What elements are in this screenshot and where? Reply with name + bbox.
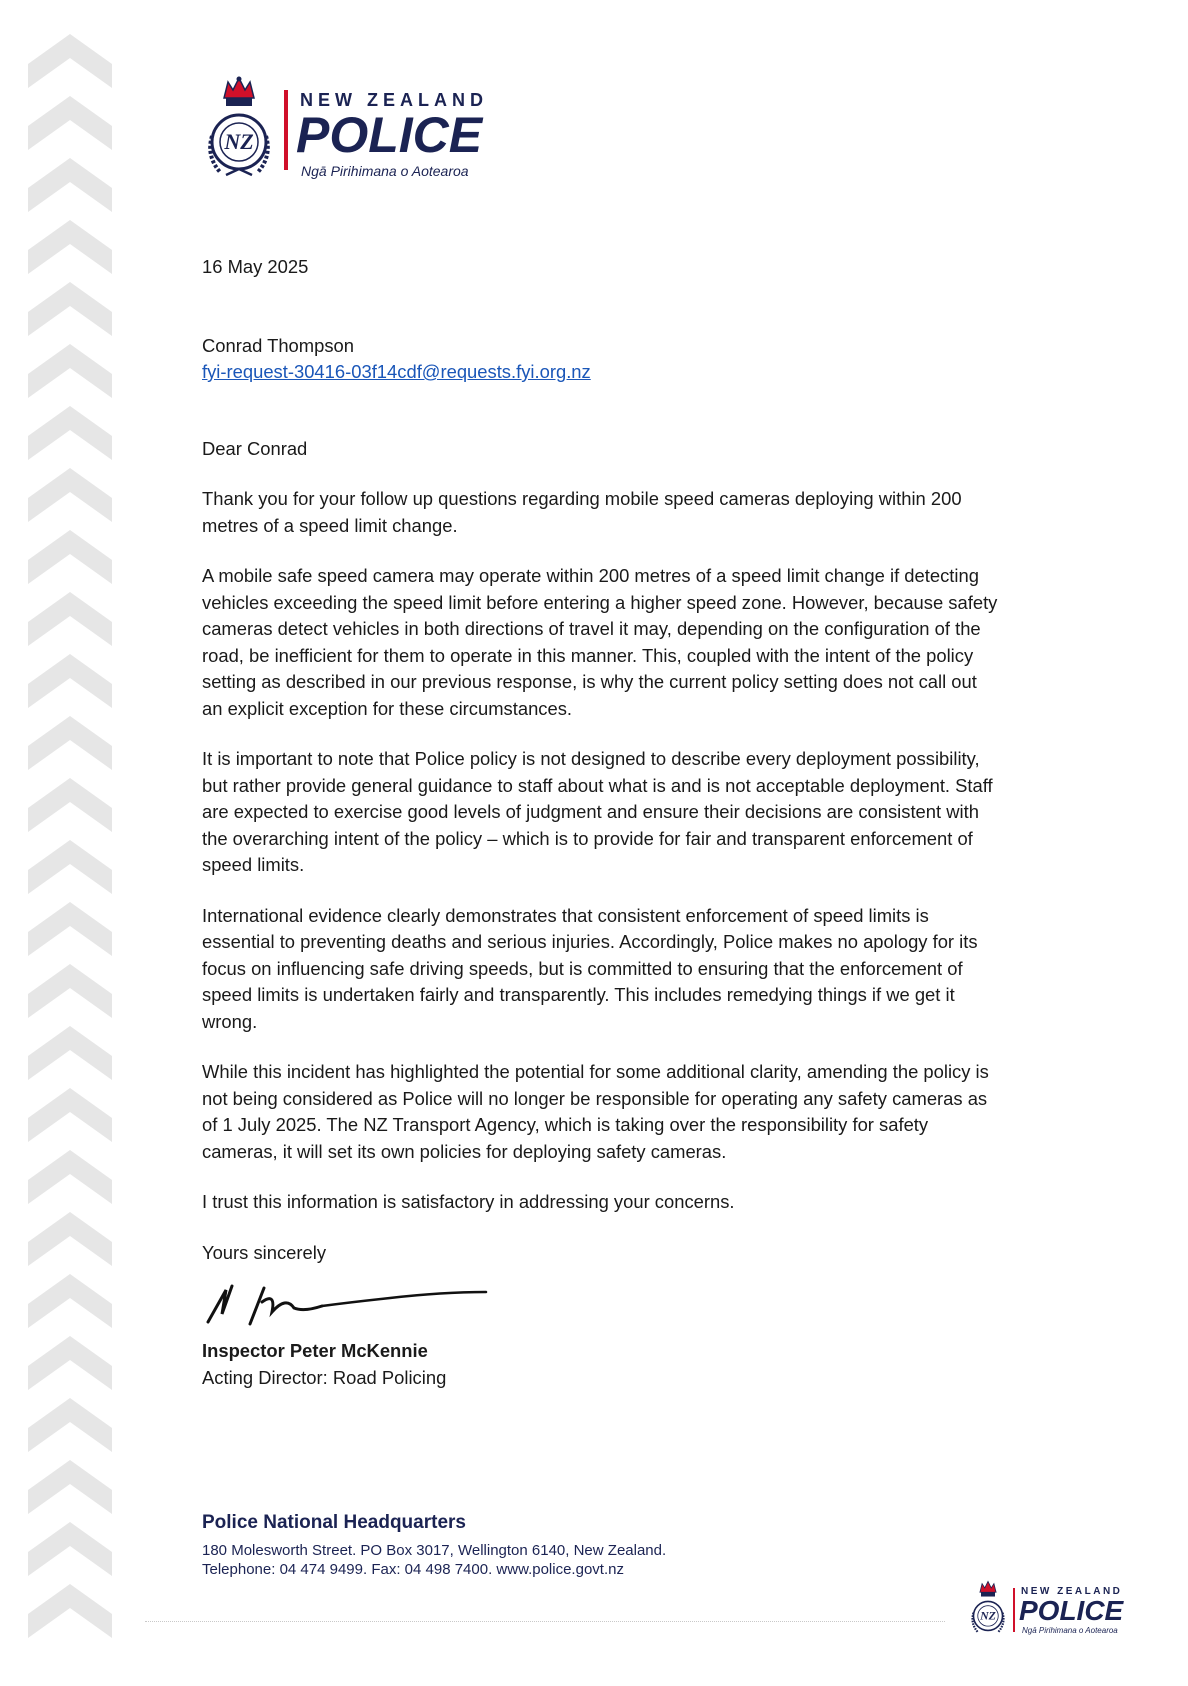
logo-divider xyxy=(1013,1588,1015,1632)
chevron-shape xyxy=(28,960,112,1022)
chevron-shape xyxy=(28,712,112,774)
paragraph: A mobile safe speed camera may operate within 200 metres of a speed limit change if detecting vehicles exceeding the speed limit before entering a higher speed zone. However, because safety cameras detect vehicles in both directions of travel it may, depending on the configuration of the road, be inefficient for them to operate in this manner. This, coupled with the intent of the policy setting as described in our previous response, is why the current policy setting does not call out an explicit exception for these circumstances. xyxy=(202,565,998,719)
salutation: Dear Conrad xyxy=(202,437,308,459)
police-logo xyxy=(200,76,530,186)
paragraph: I trust this information is satisfactory in addressing your concerns. xyxy=(202,1191,735,1212)
paragraph: International evidence clearly demonstrates that consistent enforcement of speed limits is essential to preventing deaths and serious injuries. Accordingly, Police makes no apology for its focus on influencing safe driving speeds, but is committed to ensuring that the enforcement of speed limits is undertaken fairly and transparently. This includes remedying things if we get it wrong. xyxy=(202,904,978,1032)
chevron-shape xyxy=(28,836,112,898)
chevron-shape xyxy=(28,526,112,588)
footer xyxy=(202,1512,962,1579)
letter-body xyxy=(202,254,1002,1391)
footer-police-logo xyxy=(967,1580,1147,1640)
chevron-shape xyxy=(28,402,112,464)
chevron-shape xyxy=(28,1456,112,1518)
chevron-shape xyxy=(28,1146,112,1208)
logo-country-text: NEW ZEALAND xyxy=(300,90,488,110)
letter-date: 16 May 2025 xyxy=(202,256,309,277)
footer-address: 180 Molesworth Street. PO Box 3017, Wellington 6140, New Zealand. xyxy=(202,1542,667,1559)
logo-maori-text: Ngā Pirihimana o Aotearoa xyxy=(301,163,469,179)
chevron-shape xyxy=(28,650,112,712)
chevron-shape xyxy=(28,1084,112,1146)
chevron-shape xyxy=(28,340,112,402)
chevron-shape xyxy=(28,588,112,650)
chevron-shape xyxy=(28,1332,112,1394)
logo-org-text: POLICE xyxy=(296,107,483,163)
footer-hq-name: Police National Headquarters xyxy=(202,1512,466,1533)
crest-icon xyxy=(200,76,278,191)
chevron-shape xyxy=(28,92,112,154)
chevron-shape xyxy=(28,1270,112,1332)
svg-text:NZ: NZ xyxy=(980,1608,996,1623)
signer-name: Inspector Peter McKennie xyxy=(202,1340,428,1361)
decorative-chevron-strip xyxy=(28,30,112,1642)
chevron-shape xyxy=(28,1208,112,1270)
chevron-shape xyxy=(28,1394,112,1456)
svg-text:NZ: NZ xyxy=(224,129,254,154)
logo-org-text: POLICE xyxy=(1019,1595,1124,1626)
paragraph: While this incident has highlighted the potential for some additional clarity, amending the policy is not being considered as Police will no longer be responsible for operating any safety cameras as of 1 July 2025. The NZ Transport Agency, which is taking over the responsibility for safety cameras, it will set its own policies for deploying safety cameras. xyxy=(202,1061,989,1162)
chevron-shape xyxy=(28,1518,112,1580)
recipient-name: Conrad Thompson xyxy=(202,334,354,356)
chevron-shape xyxy=(28,898,112,960)
handwritten-signature xyxy=(202,1272,1002,1338)
signer-title: Acting Director: Road Policing xyxy=(202,1366,447,1388)
chevron-shape xyxy=(28,30,112,92)
chevron-shape xyxy=(28,1022,112,1084)
logo-maori-text: Ngā Pirihimana o Aotearoa xyxy=(1022,1626,1118,1635)
chevron-shape xyxy=(28,216,112,278)
logo-country-text: NEW ZEALAND xyxy=(1021,1586,1123,1597)
paragraph: Thank you for your follow up questions regarding mobile speed cameras deploying within 200 metres of a speed limit change. xyxy=(202,488,962,536)
recipient-email-link[interactable]: fyi-request-30416-03f14cdf@requests.fyi.org.nz xyxy=(202,361,591,382)
crest-icon xyxy=(967,1580,1009,1645)
paragraph: It is important to note that Police policy is not designed to describe every deployment possibility, but rather provide general guidance to staff about what is and is not acceptable deployment. Staff are expected to exercise good levels of judgment and ensure their decisions are consistent with the overarching intent of the policy – which is to provide for fair and transparent enforcement of speed limits. xyxy=(202,748,993,875)
logo-divider xyxy=(284,90,288,170)
closing: Yours sincerely xyxy=(202,1241,327,1263)
chevron-shape xyxy=(28,774,112,836)
footer-divider xyxy=(145,1621,945,1622)
chevron-shape xyxy=(28,464,112,526)
footer-contact: Telephone: 04 474 9499. Fax: 04 498 7400. www.police.govt.nz xyxy=(202,1560,624,1578)
chevron-shape xyxy=(28,1580,112,1642)
chevron-shape xyxy=(28,278,112,340)
chevron-shape xyxy=(28,154,112,216)
